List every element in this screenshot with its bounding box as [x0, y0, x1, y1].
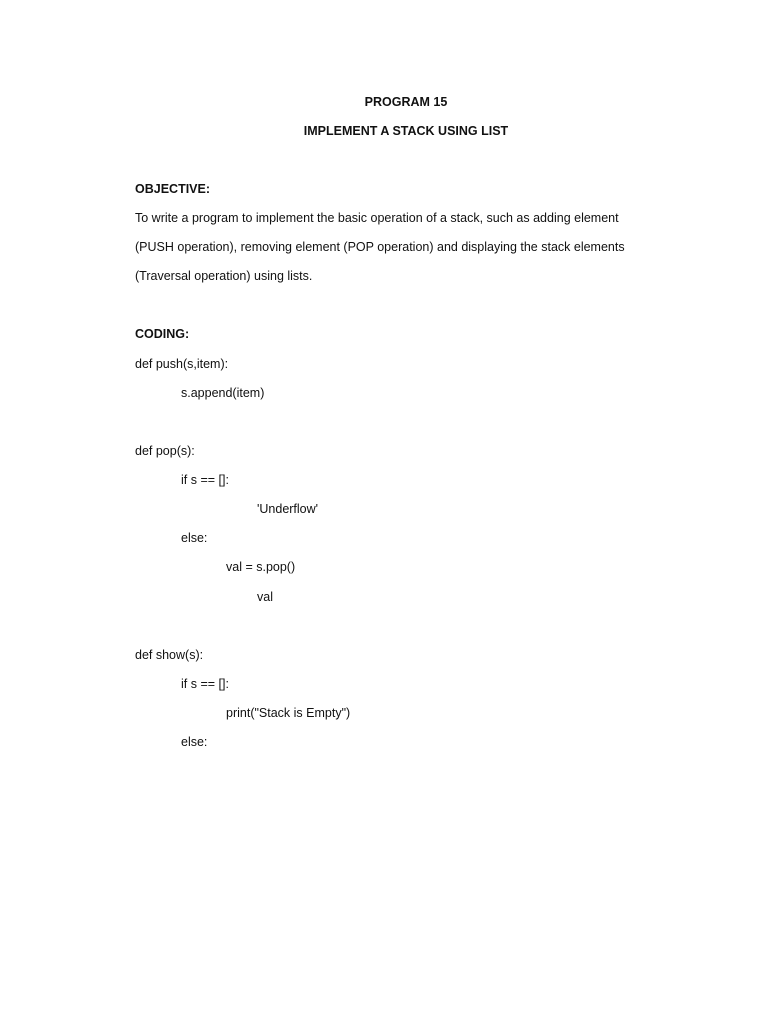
coding-heading: CODING:: [135, 327, 190, 341]
code-line: if s == []:: [181, 473, 229, 487]
objective-line: To write a program to implement the basic operation of a stack, such as adding element: [135, 211, 619, 225]
code-line: s.append(item): [181, 386, 265, 400]
objective-line: (Traversal operation) using lists.: [135, 269, 313, 283]
code-line: def push(s,item):: [135, 357, 229, 371]
code-line: val = s.pop(): [226, 560, 296, 574]
code-line: val: [257, 590, 273, 604]
code-line: def show(s):: [135, 648, 204, 662]
program-title: IMPLEMENT A STACK USING LIST: [303, 124, 509, 138]
code-line: 'Underflow': [257, 502, 319, 516]
objective-line: (PUSH operation), removing element (POP operation) and displaying the stack elements: [135, 240, 625, 254]
program-number: PROGRAM 15: [364, 95, 448, 109]
code-line: else:: [181, 531, 208, 545]
code-line: else:: [181, 735, 208, 749]
code-line: if s == []:: [181, 677, 229, 691]
objective-heading: OBJECTIVE:: [135, 182, 211, 196]
code-line: print("Stack is Empty"): [226, 706, 351, 720]
code-line: def pop(s):: [135, 444, 195, 458]
